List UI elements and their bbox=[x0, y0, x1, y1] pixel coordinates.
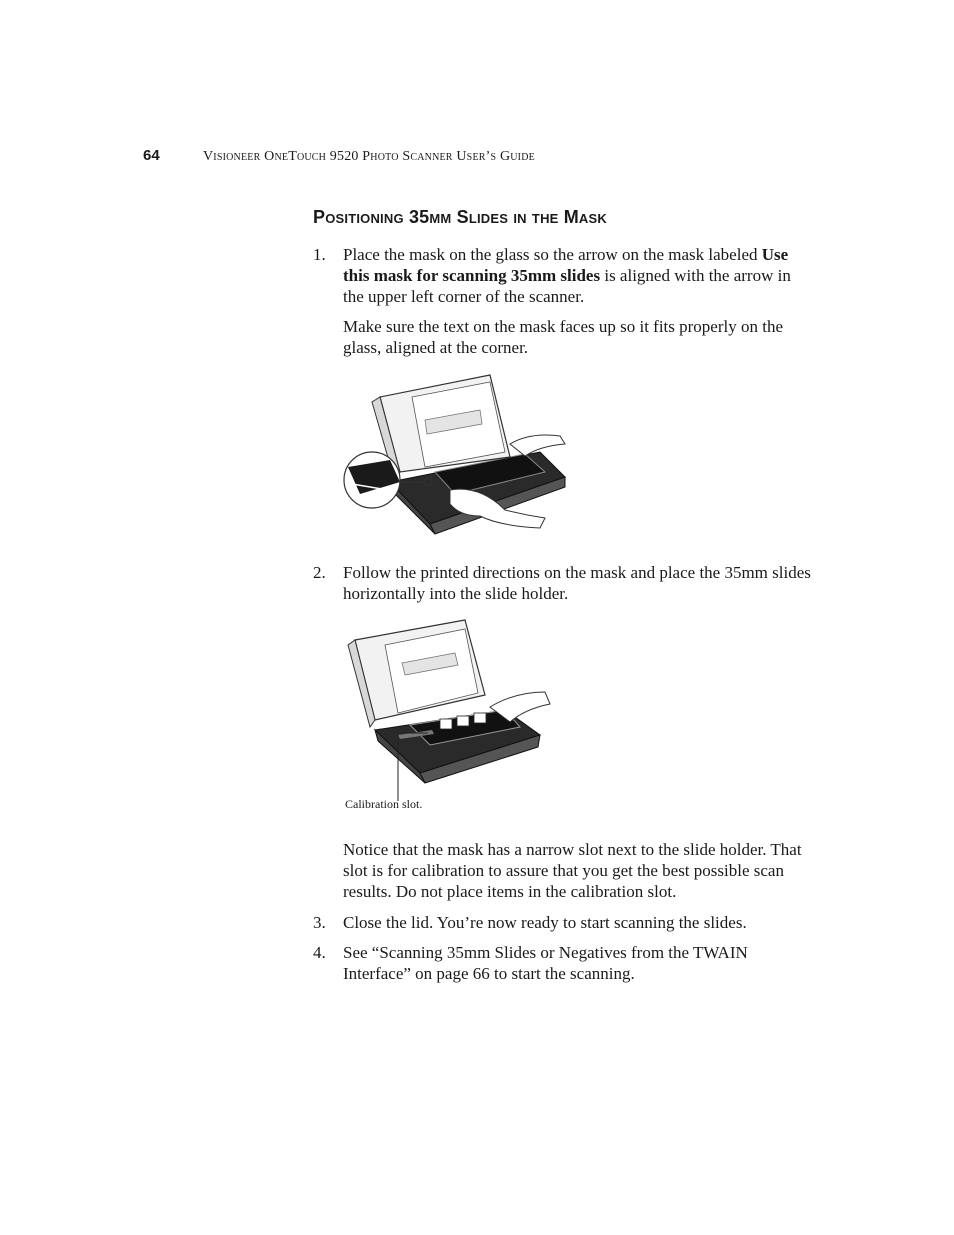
step-text: Close the lid. You’re now ready to start scanning the slides. bbox=[343, 913, 747, 932]
figure-scanner-slides bbox=[340, 615, 560, 810]
step-number: 3. bbox=[313, 913, 326, 932]
section-title: Positioning 35mm Slides in the Mask bbox=[313, 207, 607, 227]
step-text-part: Place the mask on the glass so the arrow on the mask labeled bbox=[343, 245, 762, 264]
step-text: Follow the printed directions on the mask and place the 35mm slides horizontally into the slide holder. bbox=[343, 563, 811, 603]
page-header bbox=[143, 147, 535, 171]
page-number: 64 bbox=[143, 147, 160, 164]
step-number: 2. bbox=[313, 563, 326, 582]
step-number: 1. bbox=[313, 245, 326, 264]
step-text-part: is aligned with the arrow in the upper left corner of the scanner. bbox=[343, 266, 791, 306]
step-text: See “Scanning 35mm Slides or Negatives from the TWAIN Interface” on page 66 to start the scanning. bbox=[343, 943, 748, 983]
step-3 bbox=[313, 912, 813, 933]
figure-caption: Calibration slot. bbox=[345, 797, 423, 811]
step-text bbox=[343, 244, 813, 307]
step-text-bold: Use this mask for scanning 35mm slides bbox=[343, 245, 789, 285]
step-4 bbox=[313, 942, 813, 984]
step-1 bbox=[313, 244, 813, 307]
figure-scanner-mask bbox=[340, 372, 570, 542]
step-2 bbox=[313, 562, 813, 604]
paragraph-calibration: Notice that the mask has a narrow slot next to the slide holder. That slot is for calibration to assure that you get the best possible scan results. Do not place items in the calibration slot. bbox=[343, 840, 802, 901]
step-number: 4. bbox=[313, 943, 326, 962]
running-title: Visioneer OneTouch 9520 Photo Scanner User’s Guide bbox=[203, 149, 535, 164]
paragraph-mask-text: Make sure the text on the mask faces up so it fits properly on the glass, aligned at the corner. bbox=[343, 317, 783, 357]
